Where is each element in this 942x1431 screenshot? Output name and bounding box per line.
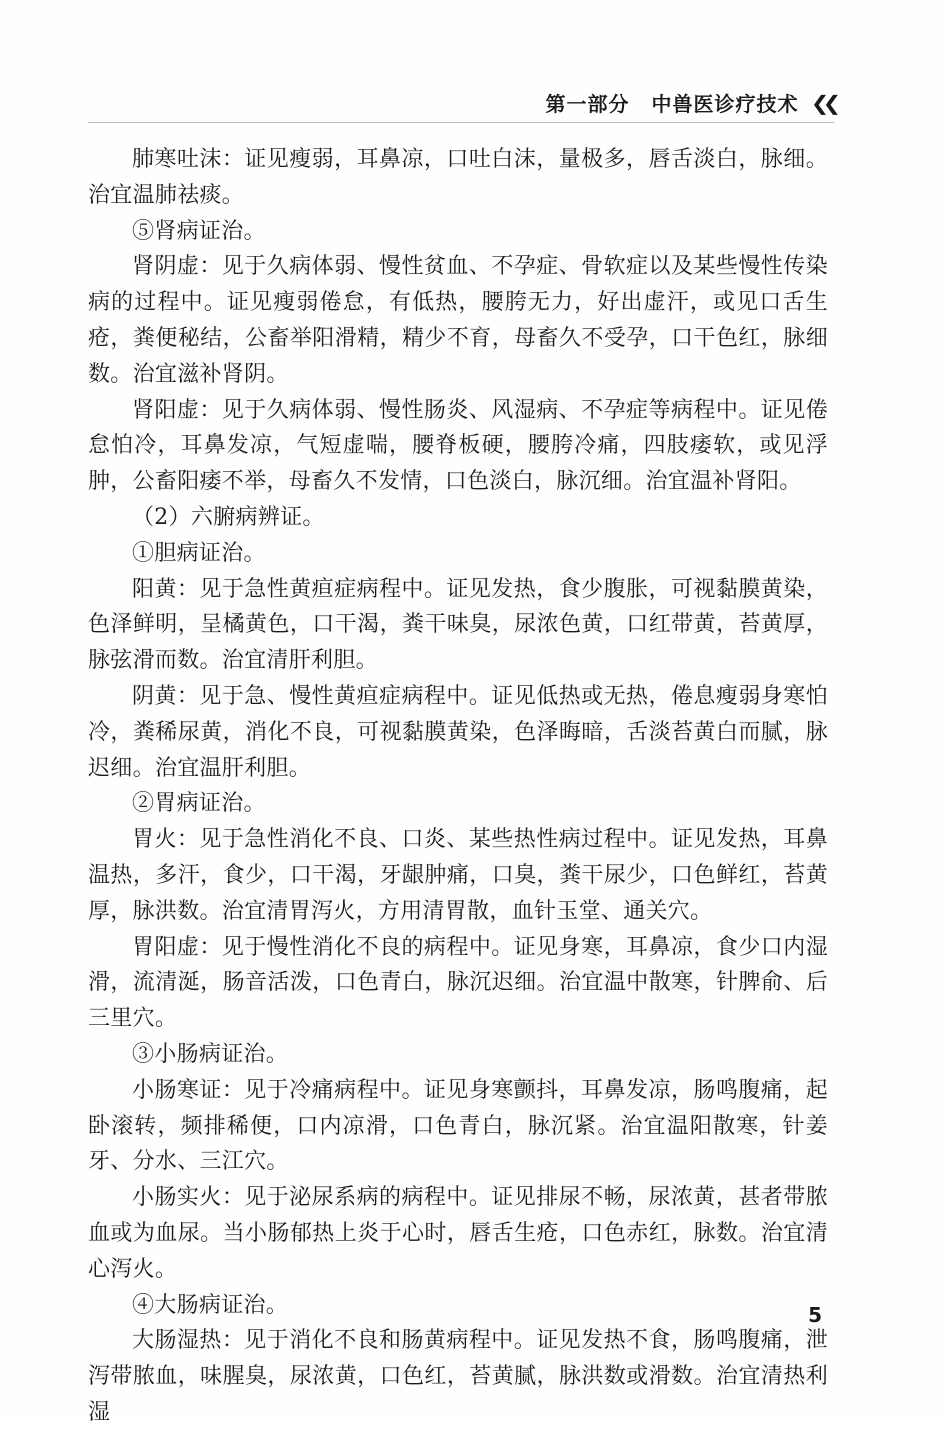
paragraph: ②胃病证治。 (132, 791, 266, 817)
header-title: 中兽医诊疗技术 (651, 92, 799, 116)
body-text (88, 142, 828, 1431)
header-rule (88, 122, 834, 123)
paragraph: 小肠实火：见于泌尿系病的病程中。证见排尿不畅，尿浓黄，甚者带脓血或为血尿。当小肠郁热上炎于心时，唇舌生疮，口色赤红，脉数。治宜清心泻火。 (88, 1185, 828, 1282)
double-chevron-icon: ❮❮ (811, 90, 836, 115)
paragraph: 胃火：见于急性消化不良、口炎、某些热性病过程中。证见发热，耳鼻温热，多汗，食少，口干渴，牙龈肿痛，口臭，粪干尿少，口色鲜红，苔黄厚，脉洪数。治宜清胃泻火，方用清胃散，血针玉堂、通关穴。 (88, 827, 828, 924)
paragraph: 大肠湿热：见于消化不良和肠黄病程中。证见发热不食，肠鸣腹痛，泄泻带脓血，味腥臭，尿浓黄，口色红，苔黄腻，脉洪数或滑数。治宜清热利湿 (88, 1328, 828, 1425)
page-number: 5 (808, 1303, 822, 1327)
paragraph: 小肠寒证：见于冷痛病程中。证见身寒颤抖，耳鼻发凉，肠鸣腹痛，起卧滚转，频排稀便，口内凉滑，口色青白，脉沉紧。治宜温阳散寒，针姜牙、分水、三江穴。 (88, 1077, 828, 1175)
paragraph: 胃阳虚：见于慢性消化不良的病程中。证见身寒，耳鼻凉，食少口内湿滑，流清涎，肠音活泼，口色青白，脉沉迟细。治宜温中散寒，针脾俞、后三里穴。 (88, 934, 828, 1032)
paragraph: 阳黄：见于急性黄疸症病程中。证见发热，食少腹胀，可视黏膜黄染，色泽鲜明，呈橘黄色，口干渴，粪干味臭，尿浓色黄，口红带黄，苔黄厚，脉弦滑而数。治宜清肝利胆。 (88, 576, 828, 674)
paragraph: ①胆病证治。 (132, 540, 266, 566)
paragraph: 肾阳虚：见于久病体弱、慢性肠炎、风湿病、不孕症等病程中。证见倦怠怕冷，耳鼻发凉，气短虚喘，腰脊板硬，腰胯冷痛，四肢痿软，或见浮肿，公畜阳痿不举，母畜久不发情，口色淡白，脉沉细。治宜温补肾阳。 (88, 397, 828, 495)
paragraph: （2）六腑病辨证。 (132, 504, 325, 530)
paragraph: ④大肠病证治。 (132, 1292, 289, 1318)
paragraph: 肺寒吐沫：证见瘦弱，耳鼻凉，口吐白沫，量极多，唇舌淡白，脉细。治宜温肺祛痰。 (88, 147, 828, 208)
paragraph: ⑤肾病证治。 (132, 218, 266, 244)
running-header (545, 88, 834, 117)
paragraph: 阴黄：见于急、慢性黄疸症病程中。证见低热或无热，倦息瘦弱身寒怕冷，粪稀尿黄，消化不良，可视黏膜黄染，色泽晦暗，舌淡苔黄白而腻，脉迟细。治宜温肝利胆。 (88, 683, 828, 781)
paragraph: ③小肠病证治。 (132, 1041, 289, 1067)
header-part: 第一部分 (545, 92, 630, 116)
paragraph: 肾阴虚：见于久病体弱、慢性贫血、不孕症、骨软症以及某些慢性传染病的过程中。证见瘦弱倦怠，有低热，腰胯无力，好出虚汗，或见口舌生疮，粪便秘结，公畜举阳滑精，精少不育，母畜久不受孕，口干色红，脉细数。治宜滋补肾阴。 (88, 254, 828, 387)
